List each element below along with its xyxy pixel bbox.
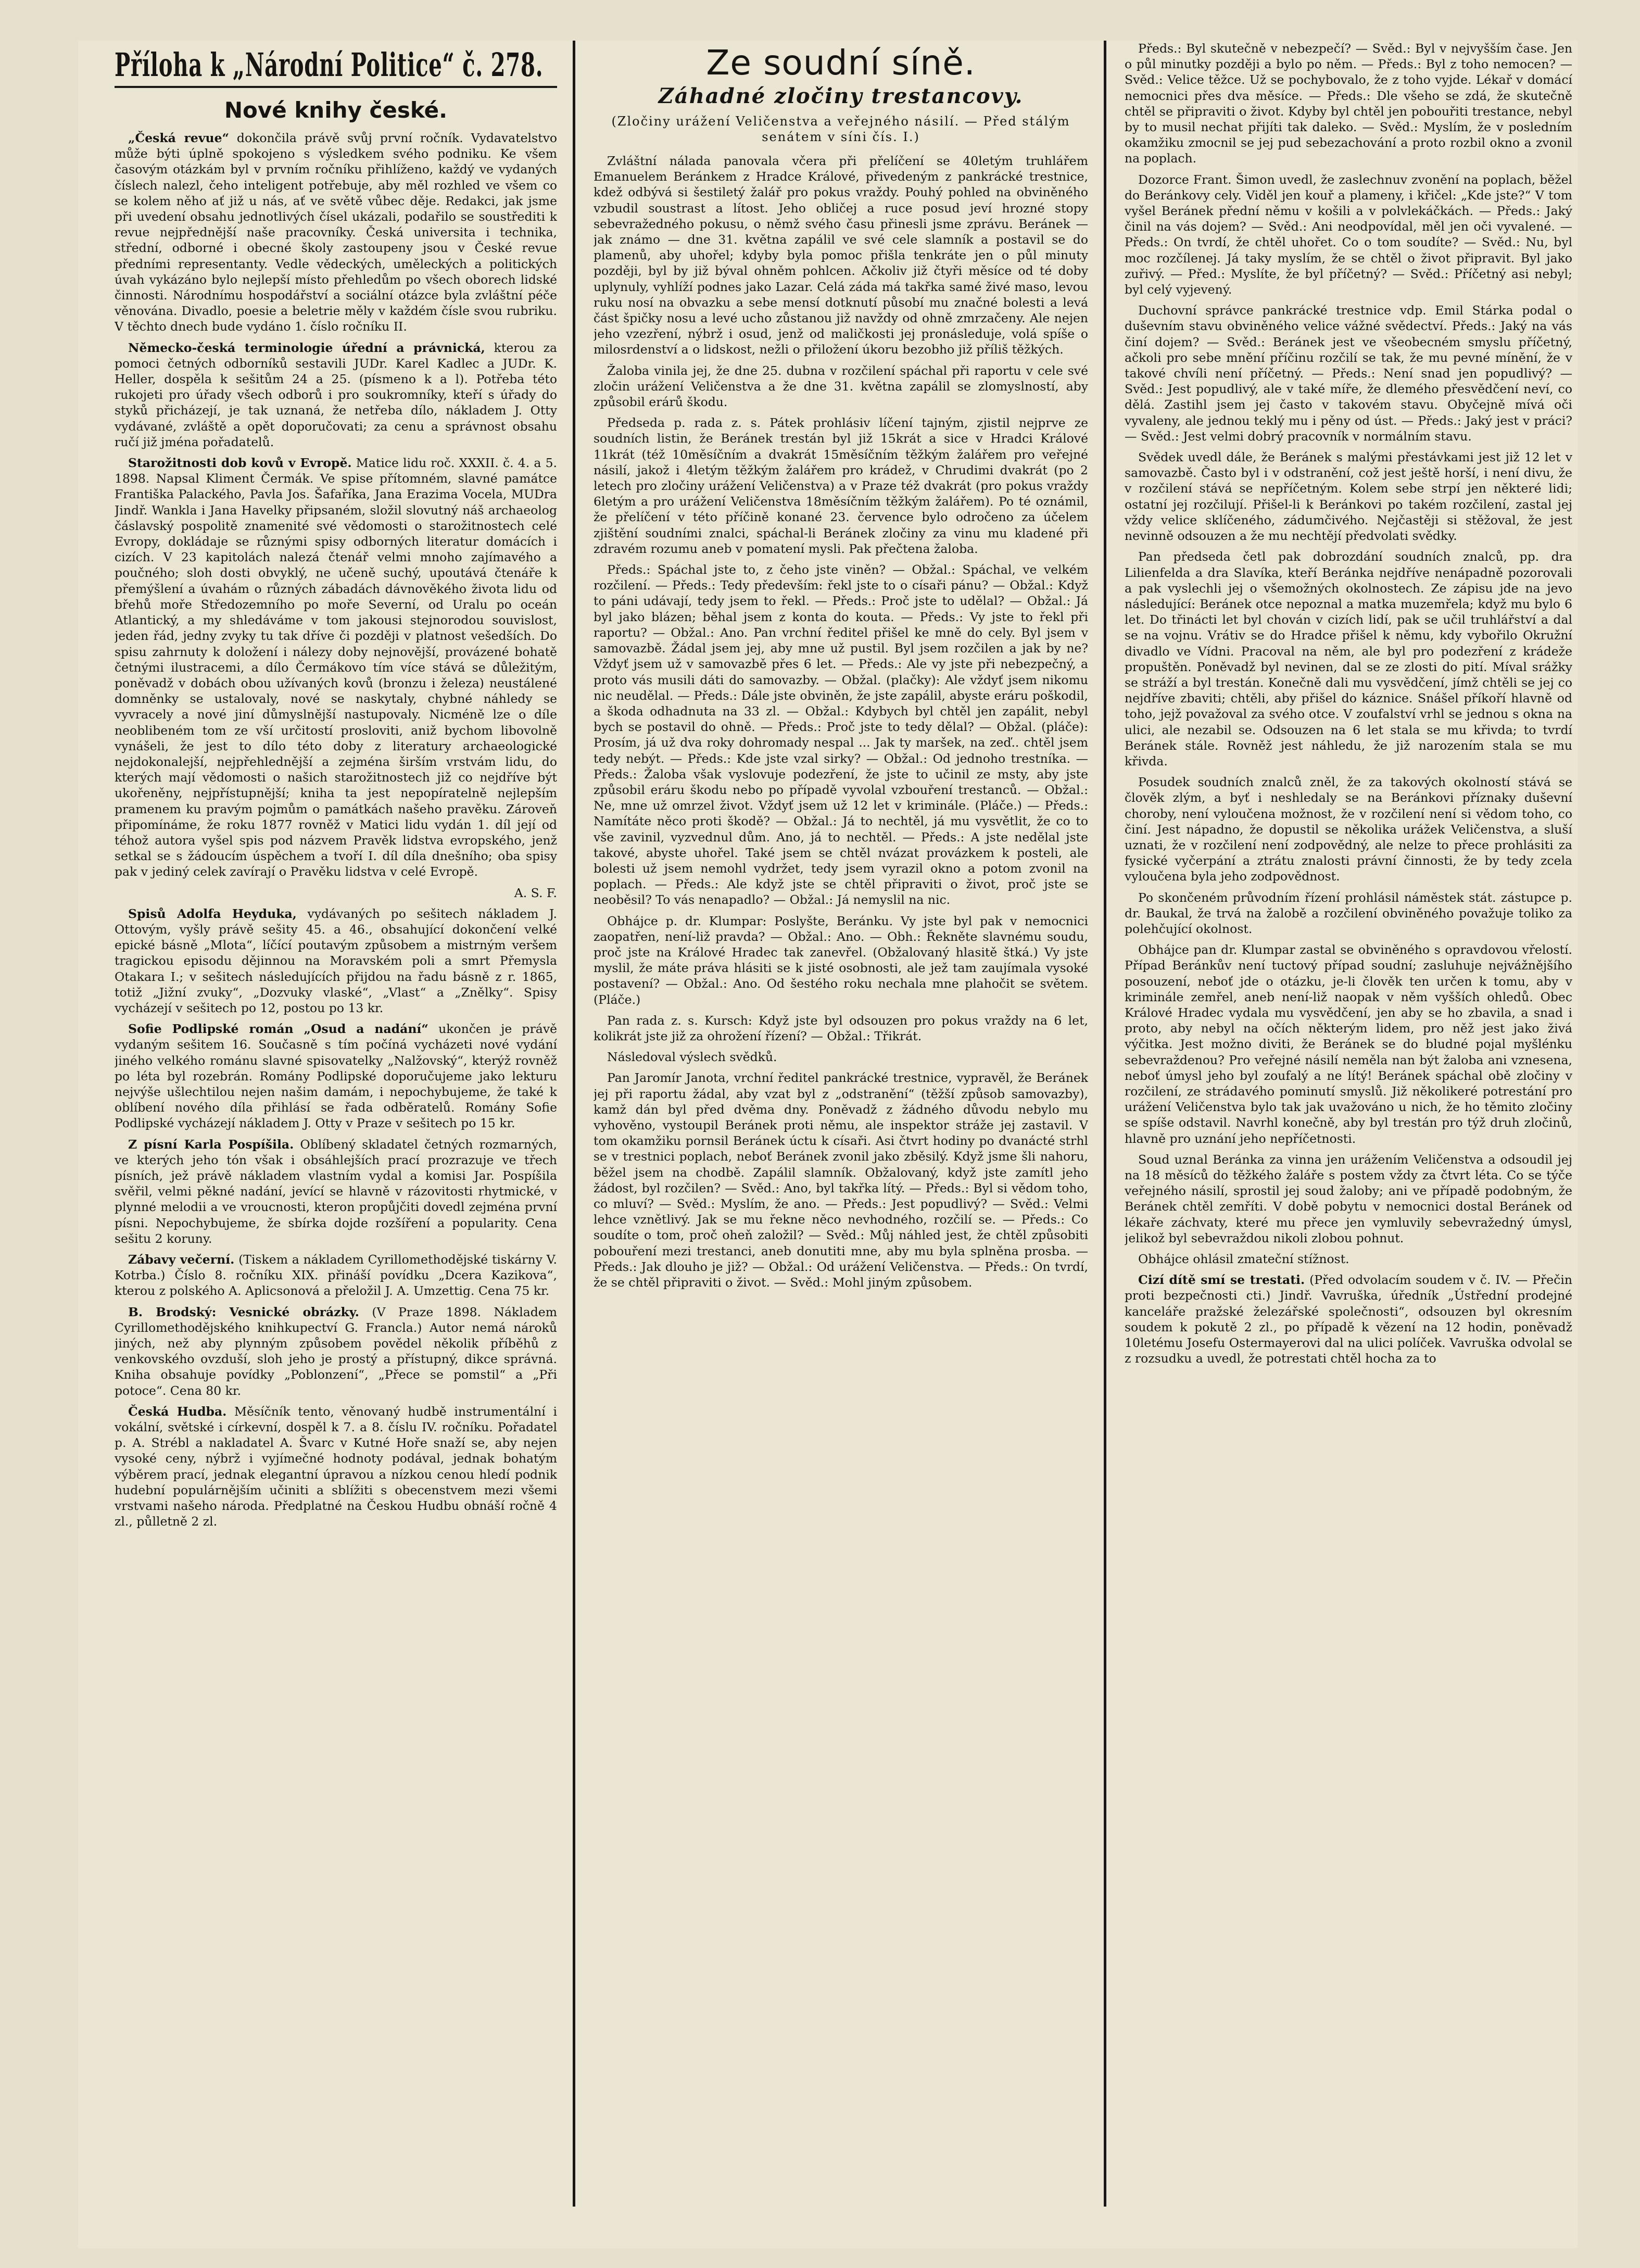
section-title-new-books: Nové knihy české.	[224, 97, 448, 123]
newspaper-page	[78, 41, 1578, 2248]
article-paragraph: Obhájce ohlásil zmateční stížnost.	[1138, 1252, 1349, 1267]
review-lead: Česká Hudba.	[128, 1404, 227, 1419]
review-paragraph	[115, 1404, 557, 1530]
review-text: vydávaných po sešitech nákladem J. Ottovým, vyšly právě sešity 45. a 46., obsahující dokončení velké epické básně „Mlota“, líčící poutavým způsobem a mistrným veršem tragickou episodu dějinnou na Moravském poli a smrt Přemysla Otakara I.; v sešitech následujících přijdou na řadu básně z r. 1865, totiž „Jižní zvuky“, „Dozvuky vlaské“, „Vlast“ a „Znělky“. Spisy vycházejí v sešitech po 12, postou po 13 kr.	[115, 906, 557, 1015]
review-lead: B. Brodský: Vesnické obrázky.	[128, 1304, 359, 1319]
article-paragraph: Následoval výslech svědků.	[607, 1050, 777, 1065]
review-paragraph	[115, 130, 557, 335]
review-paragraph	[115, 1137, 557, 1246]
article-paragraph: Předseda p. rada z. s. Pátek prohlásiv líčení tajným, zjistil nejprve ze soudních listin, že Beránek trestán byl již 15krát a sice v Hradci Králové 11krát (též 10měsíčním a dvakrát 15měsíčním těžkým žalářem pro veřejné násilí, jakož i 4letým těžkým žalářem pro krádež, v Chrudimi dvakrát (po 2 letech pro zločiny urážení Veličenstva) a v Praze též dvakrát (pro pokus vraždy 6letým a pro urážení Veličenstva 18měsíčním těžkým žalářem). Po té oznámil, že přelíčení v této příčině konané 23. července bylo odročeno za účelem zjištění soudními znalci, spáchal-li Beránek zločiny za vinu mu kladené při zdravém rozumu aneb v pomatení mysli. Pak přečtena žaloba.	[594, 415, 1088, 556]
column-book-reviews	[115, 41, 557, 2248]
review-lead: Sofie Podlipské román „Osud a nadání“	[128, 1022, 428, 1037]
article-lead: Cizí dítě smí se trestati.	[1138, 1272, 1305, 1288]
article-paragraph: Pan Jaromír Janota, vrchní ředitel pankrácké trestnice, vypravěl, že Beránek jej při raportu žádal, aby vzat byl z „odstranění“ (těžší způsob samovazby), kamž dán byl před dvěma dny. Poněvadž z žádného důvodu nebylo mu vyhověno, vystoupil Beránek proti němu, ale inspektor stráže jej zastavil. V tom okamžiku pornsil Beránek úctu k císaři. Asi čtvrt hodiny po dvanácté strhl se v trestnici poplach, neboť Beránek zvonil jako zběsilý. Když jsme šli nahoru, běžel jsem na chodbě. Zapálil slamník. Obžalovaný, když jste zamítl jeho žádost, byl rozčilen? — Svěd.: Ano, byl takřka lítý. — Předs.: Byl si vědom toho, co mluví? — Svěd.: Myslím, že ano. — Předs.: Jest popudlivý? — Svěd.: Velmi lehce vznětlivý. Jak se mu řekne něco nevhodného, rozčilí se. — Předs.: Co soudíte o tom, proč oheň založil? — Svěd.: Můj náhled jest, že chtěl způsobiti pobouření mezi trestanci, aneb donutiti mne, aby mu byla splněna prosba. — Předs.: Jak dlouho je již? — Obžal.: Od urážení Veličenstva. — Předs.: On tvrdí, že se chtěl připraviti o život. — Svěd.: Mohl jiným způsobem.	[594, 1070, 1088, 1290]
article-paragraph: Obhájce pan dr. Klumpar zastal se obviněného s opravdovou vřelostí. Případ Beránkův není tuctový případ soudní; zasluhuje nejvážnějšího posouzení, neboť jde o otázku, je-li člověk ten určen k tomu, aby v kriminále zemřel, aneb není-liž naopak v něm vyšších ohledů. Obec Králové Hradec vydala mu vysvědčení, jen aby se ho zbavila, a snad i proto, aby nebyl na očích některým lidem, pro něž jest jako živá výčitka. Jest možno diviti, že Beránek se do bludné pojal myšlénku sebevraždenou? Pro veřejné násilí neměla nan být žaloba ani vznesena, neboť úmysl jeho byl zoufalý a ne lítý! Beránek spáchal obě zločiny v rozčilení, ze strádavého pominutí smyslů. Již několikeré potrestání pro urážení Veličenstva bylo tak jak uvažováno u nich, že ho těmito zločiny se spíše odstavil. Navrhl konečně, aby byl trestán pro týž druh zločinů, hlavně pro uznání jeho nepříčetnosti.	[1125, 942, 1572, 1146]
article-paragraph: Žaloba vinila jej, že dne 25. dubna v rozčilení spáchal při raportu v cele své zločin urážení Veličenstva a že dne 31. května zapálil se zlomyslností, aby způsobil erárů škodu.	[594, 363, 1088, 410]
review-paragraph	[115, 906, 557, 1016]
article-paragraph: Předs.: Byl skutečně v nebezpečí? — Svěd.: Byl v nejvyšším čase. Jen o půl minutky později a bylo po něm. — Předs.: Byl z toho nemocen? — Svěd.: Velice těžce. Už se pochybovalo, že z toho vyjde. Lékař v domácí nemocnici přes dva měsíce. — Předs.: Dle všeho se zdá, že skutečně chtěl se připraviti o život. Kdyby byl chtěl jen pobouřiti trestance, nebyl by to musil nechat přijíti tak daleko. — Svěd.: Myslím, že v posledním okamžiku zmocnil se jej pud sebezachování a proto rozbil okno a zvonil na poplach.	[1125, 41, 1572, 166]
article-paragraph: Předs.: Spáchal jste to, z čeho jste viněn? — Obžal.: Spáchal, ve velkém rozčilení. — Předs.: Tedy především: řekl jste to o císaři pánu? — Obžal.: Když to páni udávají, tedy jsem to řekl. — Předs.: Proč jste to udělal? — Obžal.: Já byl jako blázen; běhal jsem z konta do kouta. — Předs.: Vy jste to řekl při raportu? — Obžal.: Ano. Pan vrchní ředitel přišel ke mně do cely. Byl jsem v samovazbě. Žádal jsem jej, aby mne už pustil. Byl jsem rozčilen a jak by ne? Vždyť jsem už v samovazbě přes 6 let. — Předs.: Ale vy jste při nebezpečný, a proto vás musili dáti do samovazby. — Obžal. (plačky): Ale vždyť jsem nikomu nic neudělal. — Předs.: Dále jste obviněn, že jste zapálil, abyste eráru poškodil, a škoda odhadnuta na 33 zl. — Obžal.: Kdybych byl chtěl jen zapálit, nebyl bych se postavil do ohně. — Předs.: Proč jste to tedy dělal? — Obžal. (pláče): Prosím, já už dva roky dohromady nespal ... Jak ty maršek, na zeď.. chtěl jsem tedy nebýt. — Předs.: Kde jste vzal sirky? — Obžal.: Od jednoho trestníka. — Předs.: Žaloba však vyslovuje podezření, že jste to učinil ze msty, aby jste způsobil eráru škodu nebo po případě vyvolal vzbouření trestanců. — Obžal.: Ne, mne už omrzel život. Vždyť jsem už 12 let v kriminále. (Pláče.) — Předs.: Namítáte něco proti škodě? — Obžal.: Já to nechtěl, já mu vysvětlit, že co to vše zavinil, vyzvednul dům. Ano, já to nechtěl. — Předs.: A jste nedělal jste takové, abyste uhořel. Také jsem se chtěl nvázat provázkem k posteli, ale bolesti už jsem nemohl vydržet, tedy jsem vyrazil okno a potom zvonil na poplach. — Předs.: Ale když jste se chtěl připraviti o život, proč jste se neoběsil? To vás nenapadlo? — Obžal.: Já nemyslil na nic.	[594, 562, 1088, 908]
article-paragraph: Pan předseda četl pak dobrozdání soudních znalců, pp. dra Lilienfelda a dra Slavíka, kteří Beránka nejdříve nenápadně pozorovali a pak vyslechli jej o všemožných okolnostech. Ze zápisu jde na jevo následující: Beránek otce nepoznal a matka muzemřela; když mu bylo 6 let. Do třinácti let byl chován v cizích lidí, pak se učil truhlářství a dal se na vojnu. Vrátiv se do Hradce přišel k němu, kdy vybořilo Okružní divadlo ve Vídni. Pracoval na něm, ale byl pro podezření z krádeže propuštěn. Poněvadž byl nevinen, dal se ze zlosti do pití. Míval srážky se stráží a byl trestán. Konečně dali mu vysvědčení, jímž chtěli se jej co nejdříve zbaviti; chtěli, aby přišel do káznice. Snášel příkoří hlavně od toho, jejž považoval za svého otce. V zoufalství vrhl se jednou s okna na ulici, ale nezabil se. Odsouzen na 6 let stala se mu křivda; to tvrdí Beránek stále. Rovněž jest náhledu, že již narozením stala se mu křivda.	[1125, 549, 1572, 768]
column-court-report-continued	[1125, 41, 1572, 2248]
review-lead: Spisů Adolfa Heyduka,	[128, 906, 297, 921]
review-paragraph	[115, 455, 557, 879]
article-paragraph: Zvláštní nálada panovala včera při přelíčení se 40letým truhlářem Emanuelem Beránkem z Hradce Králové, přivedeným z pankrácké trestnice, kdež odbývá si šestiletý žalář pro pokus vraždy. Pouhý pohled na obviněného vzbudil soustrast a lítost. Jeho obličej a ruce posud jeví hrozné stopy sebevražedného pokusu, o němž svého času přinesli jsme zprávu. Beránek — jak známo — dne 31. května zapálil ve své cele slamník a postavil se do plamenů, aby uhořel; kdyby byla pomoc přišla tenkráte jen o půl minuty později, byl by již býval ohněm pohlcen. Ačkoliv již čtyři měsíce od té doby uplynuly, vyhlíží podnes jako Lazar. Celá záda má takřka samé živé maso, levou ruku nosí na obvazku a sebe mensí dotknutí působí mu značné bolesti a levá část špičky nosu a levé ucho zůstanou již navždy od ohně zmrzačeny. Ale nejen jeho vzezření, nýbrž i osud, jenž od maličkosti jej pronásleduje, volá spíše o milosrdenství a o lidskost, nežli o přiložení úkoru bezobho již příliš těžkých.	[594, 154, 1088, 357]
article-paragraph: Posudek soudních znalců zněl, že za takových okolností stává se člověk zlým, a byť i neshledaly se na Beránkovi příznaky duševní choroby, není vyloučena možnost, že v rozčilení není si vědom toho, co činí. Jest nápadno, že dopustil se několika urážek Veličenstva, a sluší uznati, že v rozčilení není zodpovědný, ale nelze to přece prohlásiti za fysické vyčerpání a ztrátu znalosti právní činnosti, že by tedy zcela vyloučena byla jeho zodpovědnost.	[1125, 775, 1572, 884]
review-text: kterou za pomoci četných odborníků sestavili JUDr. Karel Kadlec a JUDr. K. Heller, dospěla k sešitům 24 a 25. (písmeno k a l). Potřeba této rukojeti pro úřady všech odborů i pro soukromníky, kteří s úřady do styků přicházejí, je tak uznaná, že netřeba dílo, nákladem J. Otty vydávané, zvláště a opět doporučovati; za cenu a správnost obsahu ručí již jména pořadatelů.	[115, 340, 557, 449]
review-paragraph	[115, 1252, 557, 1299]
article-paragraph	[1125, 1272, 1572, 1366]
review-lead: Zábavy večerní.	[128, 1252, 235, 1267]
article-text: (Před odvolacím soudem v č. IV. — Přečin proti bezpečnosti cti.) Jindř. Vavruška, úředník „Ústřední prodejné kanceláře pražské železářské společnosti“, odsouzen byl okresním soudem k pokutě 2 zl., po případě k vězení na 12 hodin, poněvadž 10letému Josefu Ostermayerovi dal na ulici políček. Vavruška odvolal se z rozsudku a uvedl, že potrestati chtěl hocha za to	[1125, 1272, 1572, 1366]
column-divider	[1104, 41, 1106, 2207]
review-paragraph	[115, 1021, 557, 1131]
supplement-title: Příloha k „Národní Politice“ č. 278.	[115, 46, 544, 84]
column-court-report	[594, 41, 1088, 2248]
court-article-note: (Zločiny urážení Veličenstva a veřejného násilí. — Před stálým senátem v síni čís. I.)	[611, 114, 1070, 144]
review-text: (Tiskem a nákladem Cyrillomethodějské tiskárny V. Kotrba.) Číslo 8. ročníku XIX. přináší povídku „Dcera Kazikova“, kterou z polského A. Aplicsonová a přeložil J. A. Umzettig. Cena 75 kr.	[115, 1252, 557, 1299]
article-paragraph: Duchovní správce pankrácké trestnice vdp. Emil Stárka podal o duševním stavu obviněného velice vážné svědectví. Předs.: Jaký na vás činí dojem? — Svěd.: Beránek jest ve všeobecném smyslu příčetný, ačkoli pro sebe mnění příčinu rozčilí se tak, že mu pevné mínění, že v takové chvíli není příčetný. — Předs.: Není snad jen popudlivý? — Svěd.: Jest popudlivý, ale v také míře, že dlemého přesvědčení neví, co dělá. Zastihl jsem jej často v takovém stavu. Obyčejně mívá oči vyvaleny, ale jednou teklý mu i pěny od úst. — Předs.: Jaký jest v práci? — Svěd.: Jest velmi dobrý pracovník v normálním stavu.	[1125, 303, 1572, 444]
article-paragraph: Dozorce Frant. Šimon uvedl, že zaslechnuv zvonění na poplach, běžel do Beránkovy cely. Viděl jen kouř a plameny, i křičel: „Kde jste?“ V tom vyšel Beránek přední němu v košili a v polvlekáčkách. — Předs.: Jaký činil na vás dojem? — Svěd.: Ani neodpovídal, měl jen oči vyvalené. — Předs.: On tvrdí, že chtěl uhořet. Co o tom soudíte? — Svěd.: Nu, byl moc rozčílenej. Já taky myslím, že se chtěl o život připravit. Byl jako zuřivý. — Před.: Myslíte, že byl příčetný? — Svěd.: Příčetný asi nebyl; byl celý vyjevený.	[1125, 172, 1572, 297]
article-paragraph: Po skončeném průvodním řízení prohlásil náměstek stát. zástupce p. dr. Baukal, že trvá na žalobě a rozčilení obviněného považuje toliko za polehčující okolnost.	[1125, 890, 1572, 936]
column-divider	[573, 41, 575, 2207]
review-lead: „Česká revue“	[128, 131, 230, 145]
court-section-title: Ze soudní síně.	[706, 43, 976, 83]
review-paragraph	[115, 340, 557, 450]
review-lead: Německo-česká terminologie úřední a právnická,	[128, 340, 485, 355]
review-text: Oblíbený skladatel četných rozmarných, ve kterých jeho tón však i obsáhlejších prací prozrazuje ve třech písních, jež právě nákladem vlastním vydal a komisi Jar. Pospíšila svěřil, velmi pěkné nadání, jevící se hlavně v rázovitosti rhytmické, v plynné melodii a ve vroucnosti, kteron propůjčiti dovedl zejména první písni. Nepochybujeme, že sbírka dojde rozšíření a popularity. Cena sešitu 2 koruny.	[115, 1137, 557, 1246]
review-text: ukončen je právě vydaným sešitem 16. Současně s tím počíná vycházeti nové vydání jiného velkého románu slavné spisovatelky „Nalžovský“, kterýž rovněž po léta byl rozebrán. Romány Podlipské doporučujeme jako lekturu nejvýše ušlechtilou nejen našim damám, i nepochybujeme, že také k oblíbení nového díla přihlásí se řada odběratelů. Romány Sofie Podlipské vycházejí nákladem J. Otty v Praze v sešitech po 15 kr.	[115, 1022, 557, 1131]
review-text: (V Praze 1898. Nákladem Cyrillomethodějského knihkupectví G. Francla.) Autor nemá nároků jiných, než aby plynným způsobem povědel několik příběhů z venkovského ovzduší, sloh jeho je prostý a přístupný, dikce správná. Kniha obsahuje povídky „Poblonzení“, „Přece se pomstil“ a „Při potoce“. Cena 80 kr.	[115, 1304, 557, 1398]
review-lead: Z písní Karla Pospíšila.	[128, 1137, 294, 1152]
review-signature: A. S. F.	[514, 885, 557, 900]
review-text: dokončila právě svůj první ročník. Vydavatelstvo může býti úplně spokojeno s výsledkem svého podniku. Ke všem časovým otázkám byl v prvním ročníku přihlíženo, každý ve vydaných číslech nalezl, čeho inteligent potřebuje, aby měl rozhled ve všem co se kolem něho ať již u nás, ať ve světě vůbec děje. Redakci, jak jsme při uvedení obsahu jednotlivých čísel ukázali, podařilo se soustřediti k revue nejpřednější naše pracovníky. Česká universita i technika, střední, odborné i obecné školy zastoupeny jsou v České revue předními representanty. Vedle vědeckých, uměleckých a politických úvah vykázáno bylo nejlepší místo přehledům po všech oborech lidské činnosti. Národnímu hospodářství a sociální otázce byla zvláštní péče věnována. Divadlo, poesie a beletrie měly v každém čísle svou rubriku. V těchto dnech bude vydáno 1. číslo ročníku II.	[115, 131, 557, 334]
title-rule	[115, 86, 557, 88]
review-text: Měsíčník tento, věnovaný hudbě instrumentální i vokální, světské i církevní, dospěl k 7. a 8. číslu IV. ročníku. Pořadatel p. A. Strébl a nakladatel A. Švarc v Kutné Hoře snaží se, aby nejen vysoké ceny, nýbrž i vyjímečné hodnoty podával, jednak bohatým výběrem prací, jednak elegantní úpravou a nízkou cenou hledí podnik hudební populárnějším učiniti a sblížiti s obecenstvem mezi všemi vrstvami našeho národa. Předplatné na Českou Hudbu obnáší ročně 4 zl., půlletně 2 zl.	[115, 1404, 557, 1529]
article-paragraph: Obhájce p. dr. Klumpar: Poslyšte, Beránku. Vy jste byl pak v nemocnici zaopatřen, není-liž pravda? — Obžal.: Ano. — Obh.: Řekněte slavnému soudu, proč jste na Králové Hradec tak zanevřel. (Obžalovaný hlasitě štká.) Vy jste myslil, že máte práva hlásiti se k jisté osobnosti, ale jež tam zaujímala vysoké postavení? — Obžal.: Ano. Od šestého roku nechala mne plahočit se světem. (Pláče.)	[594, 913, 1088, 1007]
book-review-paragraphs	[115, 130, 557, 1529]
review-paragraph	[115, 1304, 557, 1398]
review-text: Matice lidu roč. XXXII. č. 4. a 5. 1898. Napsal Kliment Čermák. Ve spise přítomném, slavné památce Františka Palackého, Pavla Jos. Šafaříka, Jana Erazima Vocela, MUDra Jindř. Wankla i Jana Havelky připsaném, složil slovutný náš archaeolog čáslavský pospolitě znamenité své vědomosti o starožitnostech celé Evropy, dokládaje se různými spisy odborných literatur domácích i cizích. V 23 kapitolách nalezá čtenář velmi mnoho zajímavého a poučného; sloh dosti obvyklý, ne učeně suchý, upoutává čtenáře k přemýšlení a úvahám o různých zábadách dávnověkého života lidu od břehů moře Středozemního po moře Severní, od Uralu po oceán Atlantický, a my shledáváme v tom jakousi stejnorodou souvislost, jeden řád, jedny zvyky tu tak dříve či později v platnost vešedších. Do spisu zahrnuty k doložení i nálezy doby nejnovější, provázené bohatě četnými ilustracemi, a dílo Čermákovo tím více stává se důležitým, poněvadž v dobách obou užívaných kovů (bronzu i železa) neustálené domněnky se ustalovaly, nové se naskytaly, chybné náhledy se vyvracely a nové jiní důmyslnější nastupovaly. Nicméně lze o díle neoblibeném tom ze vší určitostí prosloviti, aniž bychom libovolně vynášeli, že jest to dílo této doby z literatury archaeologické nejdokonalejší, nejpřehlednější a zejména širším vrstvám lidu, do kterých mají vědomosti o našich starožitnostech již co nejdříve být ukořeněny, nejpřístupnější; kniha ta jest nepopíratelně nejlepším pramenem ku pravým pojmům o památkách našeho pravěku. Zároveň připomínáme, že roku 1877 rovněž v Matici lidu vydán 1. díl její od téhož autora vyšel spis pod názvem Pravěk lidstva evropského, jenž setkal se s žádoucím úspěchem a tvoří I. díl díla dnešního; oba spisy pak v jediný celek zavírají o Pravěku lidstva v celé Evropě.	[115, 456, 557, 879]
article-paragraph: Soud uznal Beránka za vinna jen urážením Veličenstva a odsoudil jej na 18 měsíců do těžkého žaláře s postem vždy za čtvrt léta. Co se týče veřejného násilí, sprostil jej soud žaloby; ani ve případě podobným, že Beránek chtěl zemříti. V době pobytu v nemocnici dostal Beránek od lékaře záchvaty, které mu přece jen vymluvily sebevražedný úmysl, jelikož byl sebevraždou nikoli zlobou pohnut.	[1125, 1152, 1572, 1245]
review-lead: Starožitnosti dob kovů v Evropě.	[128, 456, 352, 471]
court-article-headline: Záhadné zločiny trestancovy.	[658, 84, 1024, 108]
article-paragraph: Svědek uvedl dále, že Beránek s malými přestávkami jest již 12 let v samovazbě. Často byl i v odstranění, což jest ještě horší, i není divu, že v rozčilení stává se nepříčetným. Kolem sebe strpí jen některé lidi; ostatní jej rozčilují. Přišel-li k Beránkovi po takém rozčilení, zastal jej vždy velice sklíčeného, zádumčivého. Nejčastěji si stěžoval, že jest nevinně odsouzen a že mu nechtějí předvolati svědky.	[1125, 450, 1572, 544]
article-paragraph: Pan rada z. s. Kursch: Když jste byl odsouzen pro pokus vraždy na 6 let, kolikrát jste již za ohrožení řízení? — Obžal.: Třikrát.	[594, 1013, 1088, 1043]
